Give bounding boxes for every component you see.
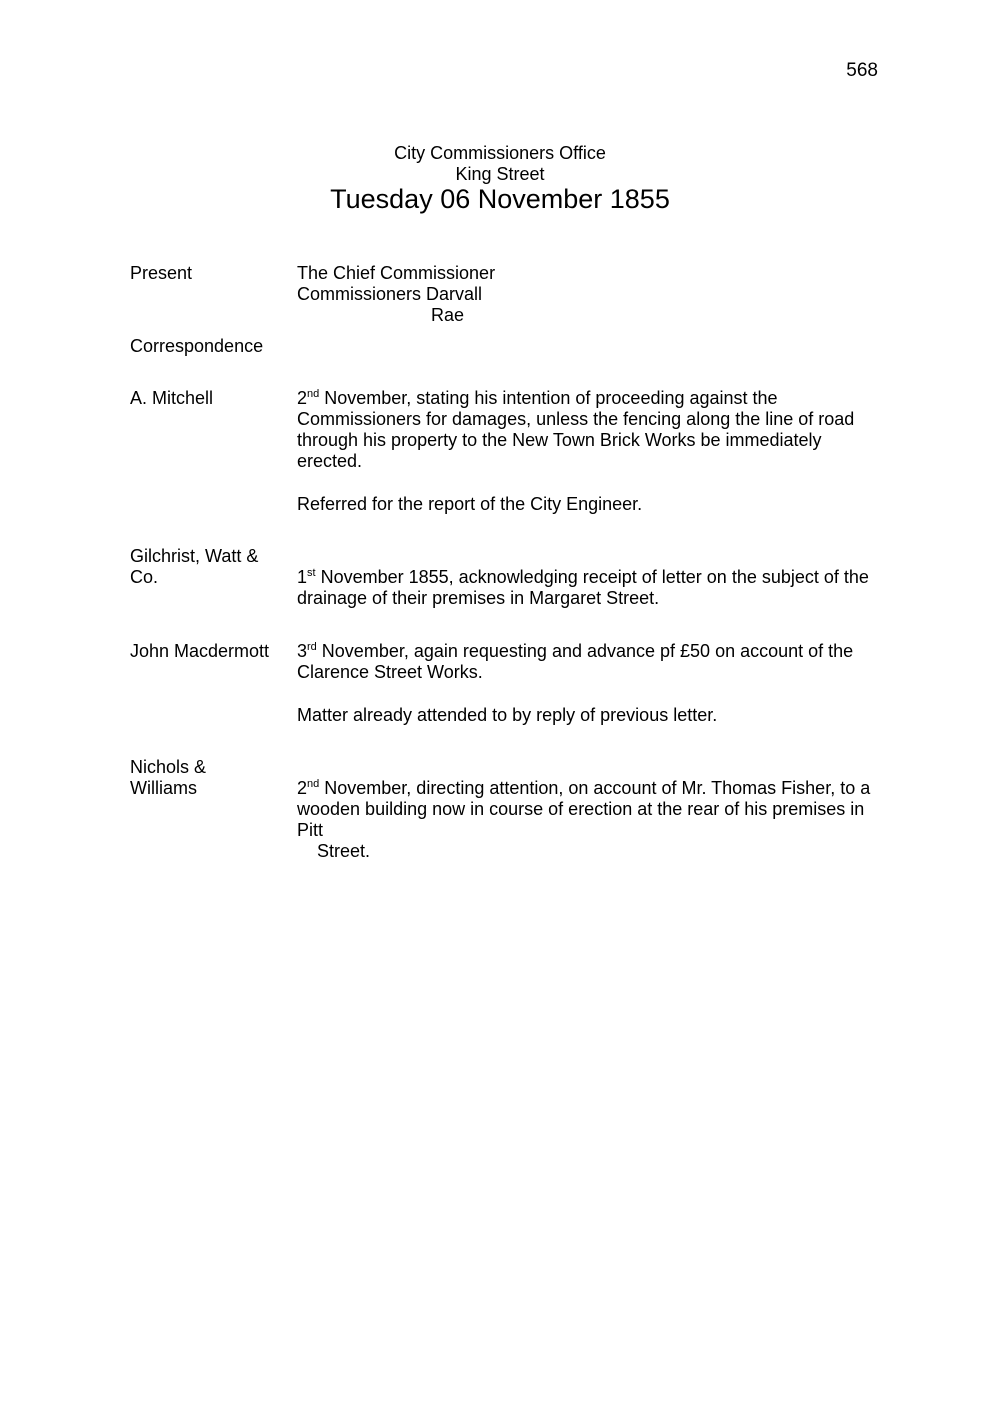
entry-body [297, 778, 897, 862]
office-name: City Commissioners Office [394, 143, 606, 163]
entry-line: 2nd November, directing attention, on account of Mr. Thomas Fisher, to a [297, 778, 871, 798]
present-line: The Chief Commissioner [297, 263, 496, 283]
present-line: Commissioners Darvall [297, 284, 483, 304]
entry-line: Pitt [297, 820, 324, 840]
entry-resolution: Referred for the report of the City Engineer. [297, 494, 643, 514]
entry-body [297, 388, 897, 472]
correspondence-heading: Correspondence [130, 336, 264, 356]
entry-line: Street. [317, 841, 371, 861]
entry-line: through his property to the New Town Brick Works be immediately [297, 430, 822, 450]
entry-line: erected. [297, 451, 363, 471]
entry-line: drainage of their premises in Margaret Street. [297, 588, 660, 608]
entry-line: 3rd November, again requesting and advance pf £50 on account of the [297, 641, 854, 661]
entry-line: Commissioners for damages, unless the fencing along the line of road [297, 409, 855, 429]
entry-line: 1st November 1855, acknowledging receipt of letter on the subject of the [297, 567, 869, 587]
entry-sender: Nichols & Williams [130, 757, 207, 798]
entry-resolution: Matter already attended to by reply of previous letter. [297, 705, 718, 725]
entry-sender: John Macdermott [130, 641, 270, 661]
entry-line: 2nd November, stating his intention of proceeding against the [297, 388, 778, 408]
entry-sender: A. Mitchell [130, 388, 214, 408]
present-label: Present [130, 263, 193, 283]
present-list [297, 263, 897, 326]
entry-body [297, 567, 897, 609]
present-line: Rae [431, 305, 465, 325]
page-number: 568 [846, 60, 878, 81]
entry-sender: Gilchrist, Watt & Co. [130, 546, 259, 587]
entry-body [297, 641, 897, 683]
meeting-date: Tuesday 06 November 1855 [330, 184, 670, 214]
office-street: King Street [455, 164, 545, 184]
entry-line: wooden building now in course of erection at the rear of his premises in [297, 799, 865, 819]
entry-line: Clarence Street Works. [297, 662, 483, 682]
